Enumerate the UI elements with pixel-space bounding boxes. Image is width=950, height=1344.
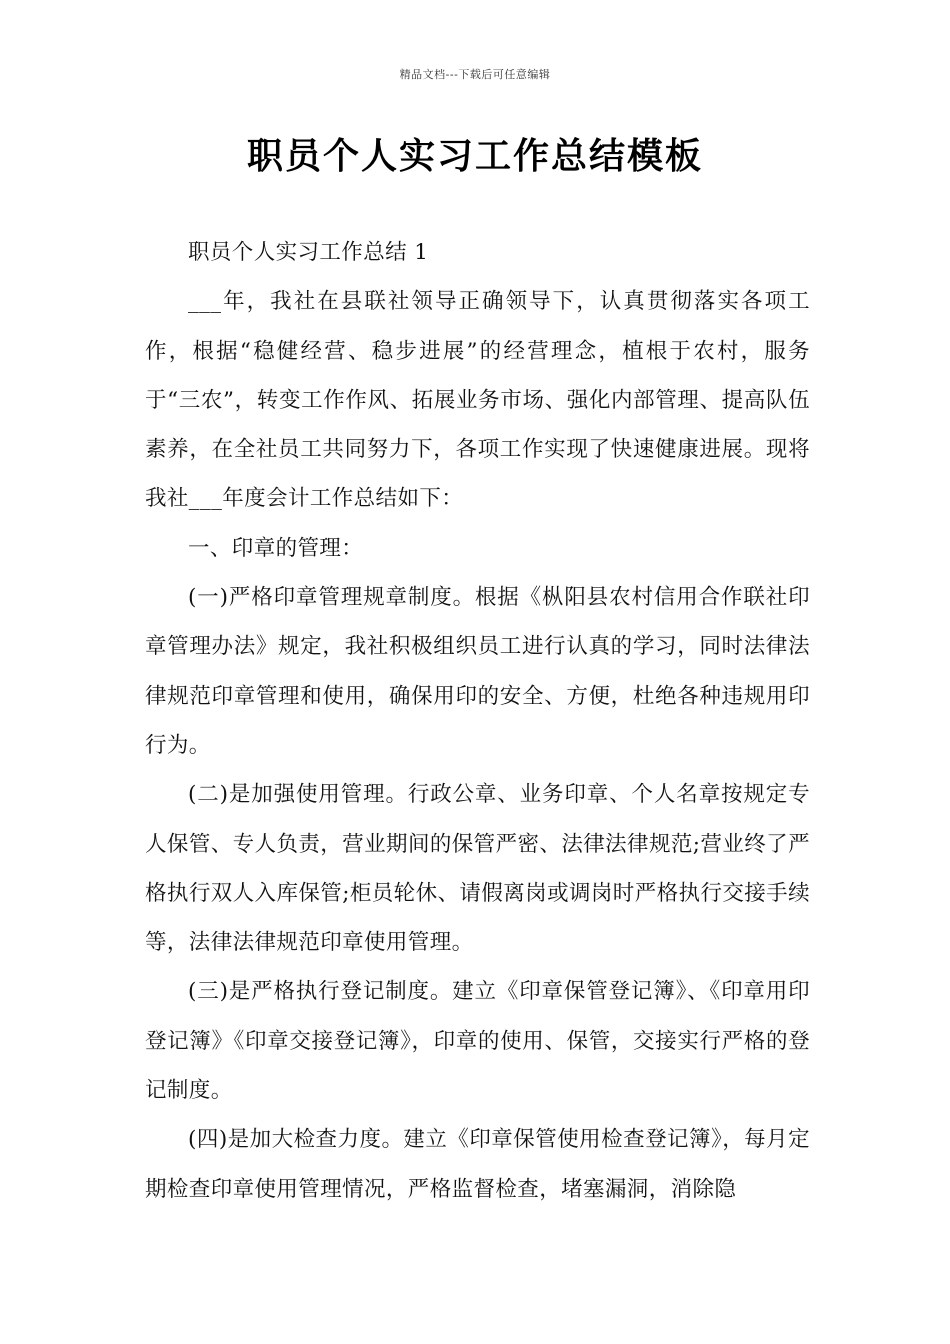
paragraph-item-3: (三)是严格执行登记制度。建立《印章保管登记簿》、《印章用印登记簿》《印章交接登记簿》，印章的使用、保管，交接实行严格的登记制度。 (145, 979, 810, 1104)
header-note: 精品文档---下载后可任意编辑 (399, 68, 551, 81)
document-title: 职员个人实习工作总结模板 (246, 135, 703, 177)
section-heading: 一、印章的管理： (188, 535, 364, 561)
paragraph-item-4: (四)是加大检查力度。建立《印章保管使用检查登记簿》，每月定期检查印章使用管理情况，严格监督检查，堵塞漏洞，消除隐 (145, 1127, 810, 1202)
paragraph-item-1: (一)严格印章管理规章制度。根据《枞阳县农村信用合作联社印章管理办法》规定，我社积极组织员工进行认真的学习，同时法律法律规范印章管理和使用，确保用印的安全、方便，杜绝各种违规用印行为。 (145, 585, 810, 758)
paragraph-item-2: (二)是加强使用管理。行政公章、业务印章、个人名章按规定专人保管、专人负责，营业期间的保管严密、法律法律规范;营业终了严格执行双人入库保管;柜员轮休、请假离岗或调岗时严格执行交接手续等，法律法律规范印章使用管理。 (145, 782, 810, 956)
paragraph-intro: ___年，我社在县联社领导正确领导下，认真贯彻落实各项工作，根据“稳健经营、稳步进展”的经营理念，植根于农村，服务于“三农”，转变工作作风、拓展业务市场、强化内部管理、提高队伍素养，在全社员工共同努力下，各项工作实现了快速健康进展。现将我社___年度会计工作总结如下： (145, 289, 810, 512)
document-body (145, 228, 810, 1214)
section-heading: 职员个人实习工作总结 1 (188, 240, 429, 265)
